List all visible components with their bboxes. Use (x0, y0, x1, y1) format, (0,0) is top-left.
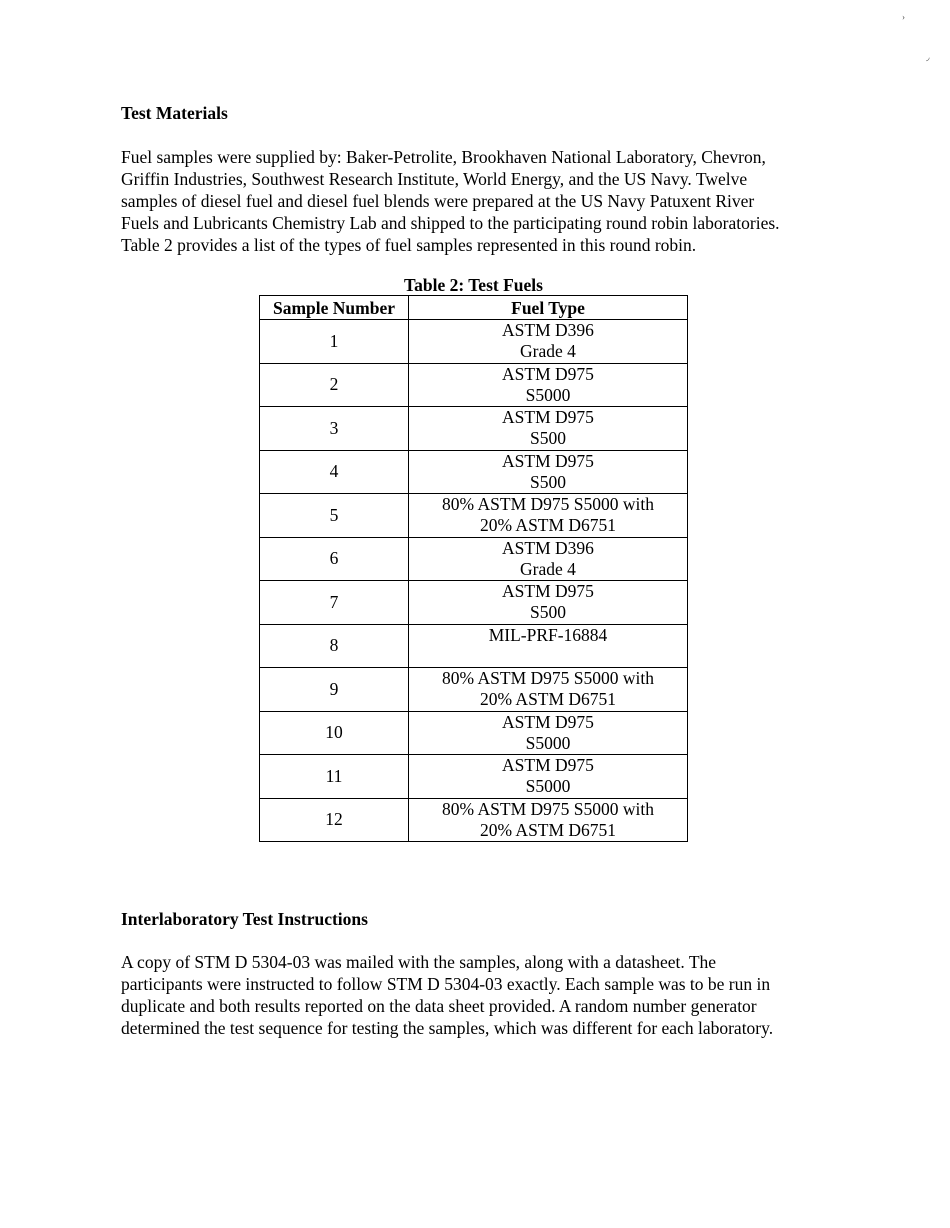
fuel-type-line: S500 (530, 602, 566, 622)
fuel-type-line: 20% ASTM D6751 (479, 515, 617, 535)
fuel-type-cell (409, 450, 688, 494)
fuel-type-line: 20% ASTM D6751 (479, 689, 617, 709)
table-row (260, 450, 688, 494)
fuel-type-line: S5000 (525, 384, 571, 405)
table-row (260, 320, 688, 364)
table-row (260, 407, 688, 451)
fuel-type-cell (409, 494, 688, 538)
fuel-type-line: ASTM D396 (502, 320, 594, 340)
fuel-type-line: Grade 4 (520, 558, 576, 579)
fuel-type-line: 80% ASTM D975 S5000 with (442, 798, 654, 819)
sample-number-cell: 8 (260, 624, 409, 668)
sample-number-cell: 9 (260, 668, 409, 712)
section-heading-test-materials: Test Materials (121, 103, 228, 123)
fuel-type-line: ASTM D975 (502, 581, 594, 601)
fuel-type-cell (409, 407, 688, 451)
sample-number-cell: 6 (260, 537, 409, 581)
paragraph-line: A copy of STM D 5304-03 was mailed with the samples, along with a datasheet. The (121, 952, 717, 972)
sample-number-cell: 2 (260, 363, 409, 407)
fuel-type-line: Grade 4 (520, 341, 576, 361)
sample-number-cell: 7 (260, 581, 409, 625)
paragraph-interlaboratory-instructions (121, 951, 836, 1039)
fuel-type-line: S500 (530, 471, 566, 492)
fuel-type-line: S5000 (525, 776, 571, 796)
fuel-type-cell (409, 581, 688, 625)
test-fuels-table (259, 295, 688, 842)
fuel-type-line: 20% ASTM D6751 (479, 819, 617, 840)
sample-number-cell: 11 (260, 755, 409, 799)
sample-number-cell: 1 (260, 320, 409, 364)
column-header-sample-number: Sample Number (260, 296, 409, 320)
table-row (260, 624, 688, 668)
fuel-type-line: ASTM D975 (502, 407, 594, 427)
fuel-type-line: ASTM D975 (502, 450, 594, 471)
table-row (260, 581, 688, 625)
fuel-type-line: MIL-PRF-16884 (488, 624, 608, 645)
paragraph-test-materials (121, 146, 836, 256)
column-header-fuel-type: Fuel Type (409, 296, 688, 320)
fuel-type-cell (409, 624, 688, 668)
table-row (260, 363, 688, 407)
fuel-type-line: S500 (530, 428, 566, 448)
sample-number-cell: 5 (260, 494, 409, 538)
sample-number-cell: 3 (260, 407, 409, 451)
sample-number-cell: 4 (260, 450, 409, 494)
sample-number-cell: 10 (260, 711, 409, 755)
fuel-type-line: ASTM D975 (502, 711, 594, 732)
paragraph-line: determined the test sequence for testing the samples, which was different for each laboratory. (121, 1018, 774, 1038)
table-header-row (260, 296, 688, 320)
paragraph-line: Griffin Industries, Southwest Research Institute, World Energy, and the US Navy. Twelve (121, 169, 748, 189)
paragraph-line: Fuels and Lubricants Chemistry Lab and shipped to the participating round robin laboratories. (121, 213, 780, 233)
fuel-type-line: ASTM D396 (502, 537, 594, 558)
table-row (260, 798, 688, 842)
table-row (260, 494, 688, 538)
table-row (260, 711, 688, 755)
paragraph-line: duplicate and both results reported on the data sheet provided. A random number generator (121, 996, 757, 1016)
fuel-type-cell (409, 798, 688, 842)
paragraph-line: participants were instructed to follow STM D 5304-03 exactly. Each sample was to be run in (121, 974, 771, 994)
fuel-type-line: S5000 (525, 732, 571, 753)
fuel-type-cell (409, 711, 688, 755)
fuel-type-cell (409, 668, 688, 712)
fuel-type-line: ASTM D975 (502, 363, 594, 384)
fuel-type-cell (409, 755, 688, 799)
fuel-type-cell (409, 363, 688, 407)
table-row (260, 668, 688, 712)
scan-mark: ◞ (926, 52, 930, 62)
scan-mark: › (902, 12, 905, 22)
table-caption: Table 2: Test Fuels (404, 275, 543, 295)
section-heading-interlaboratory-test-instructions: Interlaboratory Test Instructions (121, 909, 368, 929)
fuel-type-line: ASTM D975 (502, 755, 594, 775)
paragraph-line: Table 2 provides a list of the types of fuel samples represented in this round robin. (121, 235, 697, 255)
fuel-type-line: 80% ASTM D975 S5000 with (442, 494, 654, 514)
table-row (260, 755, 688, 799)
table-body (260, 320, 688, 842)
fuel-type-cell (409, 537, 688, 581)
fuel-type-cell (409, 320, 688, 364)
paragraph-line: Fuel samples were supplied by: Baker-Petrolite, Brookhaven National Laboratory, Chevron, (121, 147, 766, 167)
fuel-type-line: 80% ASTM D975 S5000 with (442, 668, 654, 688)
table-row (260, 537, 688, 581)
sample-number-cell: 12 (260, 798, 409, 842)
paragraph-line: samples of diesel fuel and diesel fuel blends were prepared at the US Navy Patuxent River (121, 191, 755, 211)
